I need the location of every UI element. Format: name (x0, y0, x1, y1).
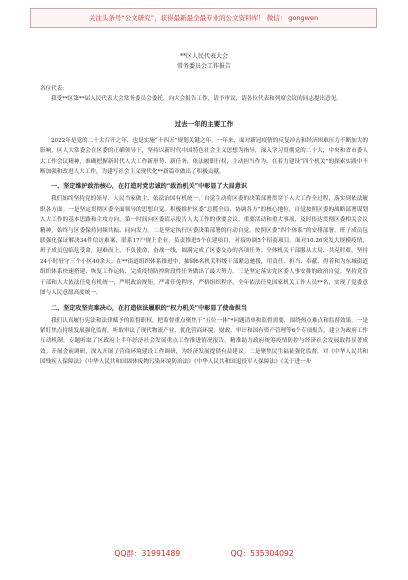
report-org: **区人民代表大会 (179, 53, 228, 60)
intro-paragraph: 我受**区第**届人民代表大会常务委员会委托，向大会报告工作，请予审议，请各位代表和列席会议的同志提出意见。 (51, 96, 342, 103)
heading-1: 一、坚定维护政治核心，在打造对党忠诚的“政治机关”中彰显了大局意识 (51, 183, 247, 191)
report-subtitle: 常务委员会工作报告 (176, 63, 231, 70)
wechat-label: 微信： (266, 14, 287, 22)
document-body (40, 52, 368, 368)
qq-group: QQ群：31991489 (114, 549, 181, 558)
summary-paragraph: 2022年是党的二十大召开之年，也是实施“十四五”规划关键之年。一年来，面对新冠疫情的反复冲击和经济困难压力不断加大的影响，区人大常委会在区委的正确领导下，坚持以新时代中国特色社会主义思想为指导，深入学习贯彻党的二十大，中央和省市委人大工作会议精神，准确把握新时代人大工作新形势、新任务，依法履职行权，主动担当作为，在着力建设“四个机关”的探索实践中不断加强和改进人大工作，为建写社会主义现代化**新篇章做出了积极贡献。 (40, 137, 368, 176)
wechat-id-link[interactable]: gongwen (288, 14, 319, 22)
paragraph-1: 我们始终坚持党的领导、人民当家做主、依法治国有机统一，自觉主动将区委的决策部署贯穿于人大工作全过程，落实到依法履职各方面。一是坚定贯彻区委全面领导的思想自觉。积极维护区委“总揽全局、协调各方”的核心地位，自觉按照区委的战略部署谋划人大工作的基本思路和主攻方向，第一时间向区委请示报告人大工作的重要会议、重要活动和重大事项，及时传达贯彻区委相关会议精神，始终与区委保持同频共振、同向发力。二是坚定执行区委决策部署的行动自觉。按照区委“四个体系”的安排部署，班子成员包联强化保证解决34件信访难案，联系17户规上企业，负责推进5个在建项目，对接协调5个招商项目。面对10.26突发大规模疫情，班子成员包临危受命，迎难而上，不负使命，奋战一线，圆满完成了区委交办的各项任务；全体机关干部服从大局、共克时艰，坚持24小时驻守三个小区40余天；在**街道组织体系推进中，抽调6名机关科级干部紧急驰援，用责任、担当、奉献、得着和为东城街道组织体系快速搭建、恢复工作运转、完成疫情防控阶段性任务做出了最大努力。三是坚定落实党区委人事安排的政治自觉。坚持党管干部和人大依法任免有机统一，严明政治规矩，严肃任免程序，严格组织程序。全年依法任免国家机关工作人员**名，实现了党委意图与人民意愿高度统一。 (40, 196, 368, 297)
salutation: 各位代表： (40, 86, 68, 92)
section-title: 过去一年的主要工作 (174, 119, 234, 128)
heading-2: 二、坚定攻坚克难决心，在打造依法履职的“权力机关”中彰显了使命担当 (51, 304, 247, 312)
qq-contact: QQ：535304092 (230, 549, 294, 558)
promo-text: 关注头条号“公文研究”，获得最新最全最专业的公文资料库！ (88, 14, 265, 22)
paragraph-2: 我们认真履行宪法和法律赋予的监督职权，把监督重点聚焦于“五位一体”*问题清单和监督需要，围绕热点难点和监督效果，一是紧盯焦点持续发展强化监督。听取审议了现代物流产业、优化营商环境、财政、审计和国有资产管理等6个专项报告，建立为政府工作互动机制。专题听取了区政府上半年经济社会发展重点工作推进情况报告，精准助力政府统筹疫情防控与经济社会发展取得显著成效。开展会前调研，深入开展了营商环境建设工作调研，为经济发展提供有益建议。二是聚焦民生福祉强化监督。对《中华人民共和国残疾人保障法》《中华人民共和国固体废物污染环境防治法》《中华人民共和国退役军人保障法》《关于进一步 (40, 317, 368, 366)
contact-footer (0, 548, 408, 559)
promo-banner[interactable] (30, 8, 377, 28)
